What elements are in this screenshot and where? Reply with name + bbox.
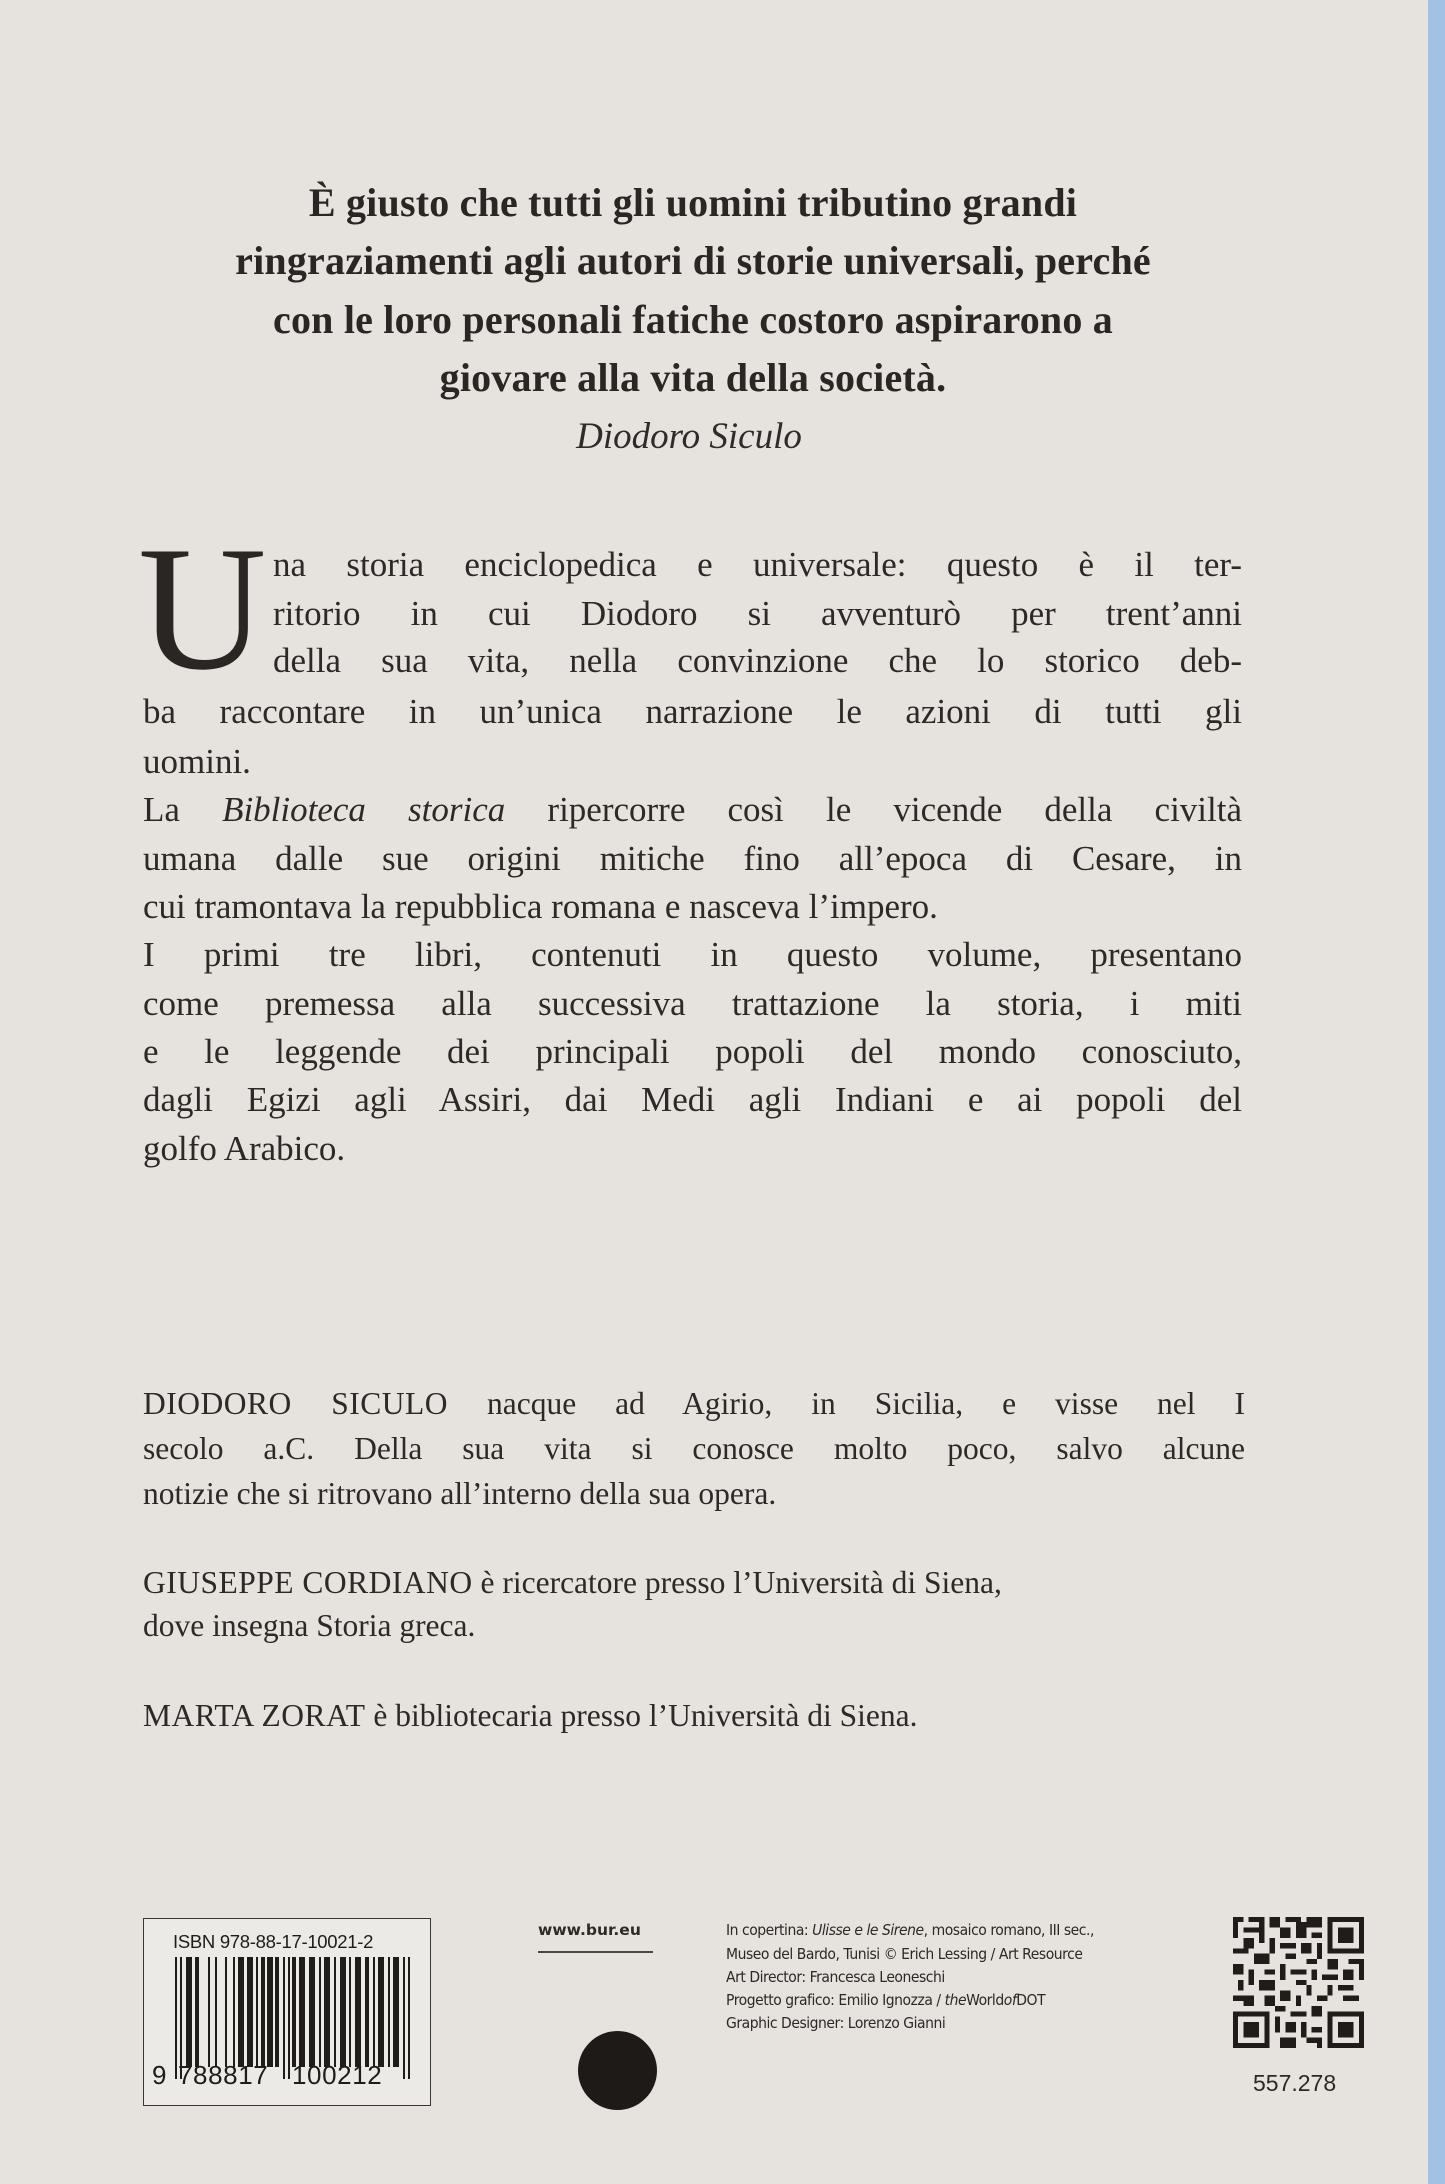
text: è bibliotecaria presso l’Università di Siena.: [365, 1698, 918, 1733]
barcode-digits-right: 100212: [292, 2060, 383, 2090]
bio-diodoro: [143, 1386, 1245, 1422]
book-spine-edge: [1428, 0, 1445, 2184]
text: DOT: [1016, 1991, 1046, 2009]
catalog-number: 557.278: [1253, 2070, 1337, 2096]
bio-line: notizie che si ritrovano all’interno della sua opera.: [143, 1476, 777, 1511]
blurb-line: della sua vita, nella convinzione che lo storico deb-: [273, 641, 1242, 680]
blurb-line: come premessa alla successiva trattazione la storia, i miti: [143, 984, 1242, 1023]
publisher-website-link[interactable]: www.bur.eu: [538, 1921, 641, 1939]
barcode-bars: [175, 1957, 411, 2069]
blurb-line: I primi tre libri, contenuti in questo volume, presentano: [143, 935, 1242, 974]
text: nacque ad Agirio, in Sicilia, e visse nel I: [448, 1386, 1246, 1421]
book-title: Biblioteca storica: [222, 790, 506, 829]
text: In copertina:: [726, 1921, 813, 1939]
blurb-line: na storia enciclopedica e universale: questo è il ter-: [273, 545, 1242, 584]
artwork-title: Ulisse e le Sirene: [812, 1921, 924, 1939]
text: of: [1003, 1991, 1017, 2009]
blurb-line: uomini.: [143, 742, 251, 781]
blurb-line: cui tramontava la repubblica romana e nasceva l’impero.: [143, 887, 938, 926]
quote-line: ringraziamenti agli autori di storie universali, perché: [235, 238, 1151, 283]
blurb-line: dagli Egizi agli Assiri, dai Medi agli Indiani e ai popoli del: [143, 1080, 1242, 1119]
credit-line: [726, 1990, 1045, 2010]
blurb-line: e le leggende dei principali popoli del mondo conosciuto,: [143, 1032, 1242, 1071]
text: World: [966, 1991, 1004, 2009]
credit-line: Museo del Bardo, Tunisi © Erich Lessing / Art Resource: [726, 1945, 1083, 1963]
blurb-line: ba raccontare in un’unica narrazione le azioni di tutti gli: [143, 692, 1242, 731]
text: , mosaico romano, III sec.,: [923, 1921, 1094, 1939]
isbn-label: ISBN 978-88-17-10021-2: [173, 1931, 374, 1952]
author-name: DIODORO SICULO: [143, 1386, 448, 1421]
bio-line: secolo a.C. Della sua vita si conosce molto poco, salvo alcune: [143, 1431, 1245, 1466]
credit-line: Art Director: Francesca Leoneschi: [726, 1968, 945, 1986]
blurb-line: umana dalle sue origini mitiche fino all’epoca di Cesare, in: [143, 839, 1242, 878]
author-name: GIUSEPPE CORDIANO: [143, 1565, 473, 1600]
credit-line: Graphic Designer: Lorenzo Gianni: [726, 2014, 946, 2032]
text: ripercorre così le vicende della civiltà: [505, 790, 1243, 829]
quote-attribution: Diodoro Siculo: [576, 416, 802, 457]
text: La: [143, 790, 223, 829]
text: è ricercatore presso l’Università di Siena,: [472, 1565, 1002, 1600]
drop-cap: U: [138, 509, 267, 707]
text: the: [944, 1991, 967, 2009]
blurb-line-with-title: [143, 790, 1242, 830]
credit-line: [726, 1920, 1094, 1940]
isbn-barcode: [143, 1918, 431, 2106]
author-name: MARTA ZORAT: [143, 1698, 366, 1733]
blurb-line: golfo Arabico.: [143, 1129, 346, 1168]
bio-cordiano: [143, 1565, 1002, 1601]
barcode-digit-first: 9: [152, 2060, 168, 2090]
barcode-digits-left: 788817: [178, 2060, 269, 2090]
quote-line: giovare alla vita della società.: [439, 355, 947, 400]
bio-zorat: [143, 1698, 917, 1734]
quote-line: È giusto che tutti gli uomini tributino grandi: [308, 180, 1078, 225]
blurb-line: ritorio in cui Diodoro si avventurò per trent’anni: [273, 594, 1242, 633]
bio-line: dove insegna Storia greca.: [143, 1608, 476, 1643]
text: Progetto grafico: Emilio Ignozza /: [726, 1991, 945, 2009]
divider: [538, 1951, 653, 1953]
quote-line: con le loro personali fatiche costoro aspirarono a: [273, 297, 1113, 342]
publisher-logo-dot: [578, 2031, 657, 2110]
qr-code-icon[interactable]: [1233, 1917, 1364, 2048]
